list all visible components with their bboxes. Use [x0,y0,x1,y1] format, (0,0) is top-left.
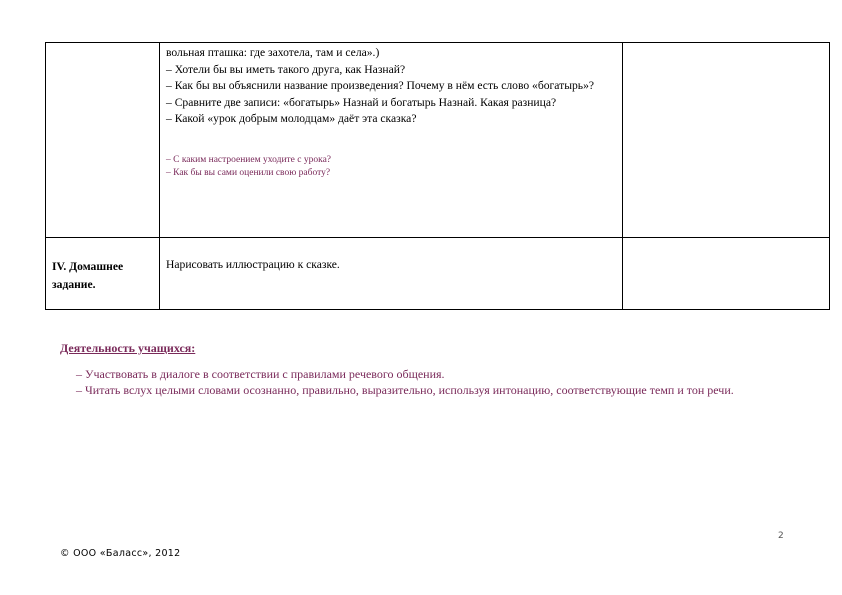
stage-label: IV. Домашнее задание. [52,260,124,291]
stage-cell [46,238,160,310]
notes-cell-empty [623,238,830,310]
homework-text: Нарисовать иллюстрацию к сказке. [166,258,340,271]
lesson-table [45,42,830,310]
question-line: – Какой «урок добрым молодцам» даёт эта сказка? [166,112,417,125]
stage-cell-empty [46,43,160,238]
table-row [46,43,830,238]
page-number: 2 [778,531,784,541]
activity-title: Деятельность учащихся: [60,341,196,355]
notes-cell-empty [623,43,830,238]
reflection-question: – Как бы вы сами оценили свою работу? [166,167,331,178]
list-item: – Участвовать в диалоге в соответствии с правилами речевого общения. [76,367,445,381]
table-row [46,238,830,310]
question-line: вольная пташка: где захотела, там и села».) [166,46,380,59]
copyright-footer: © ООО «Баласс», 2012 [60,548,181,559]
question-line: – Как бы вы объяснили название произведения? Почему в нём есть слово «богатырь»? [166,79,595,92]
homework-cell [160,238,623,310]
question-line: – Хотели бы вы иметь такого друга, как Назнай? [166,62,406,76]
activity-list [76,367,776,398]
reflection-question: – С каким настроением уходите с урока? [166,154,332,165]
question-lines [160,43,622,180]
content-cell [160,43,623,238]
list-item: – Читать вслух целыми словами осознанно, правильно, выразительно, используя интонацию, соответствующие темп и тон речи. [76,382,734,397]
question-line: – Сравните две записи: «богатырь» Назнай и богатырь Назнай. Какая разница? [166,95,557,109]
